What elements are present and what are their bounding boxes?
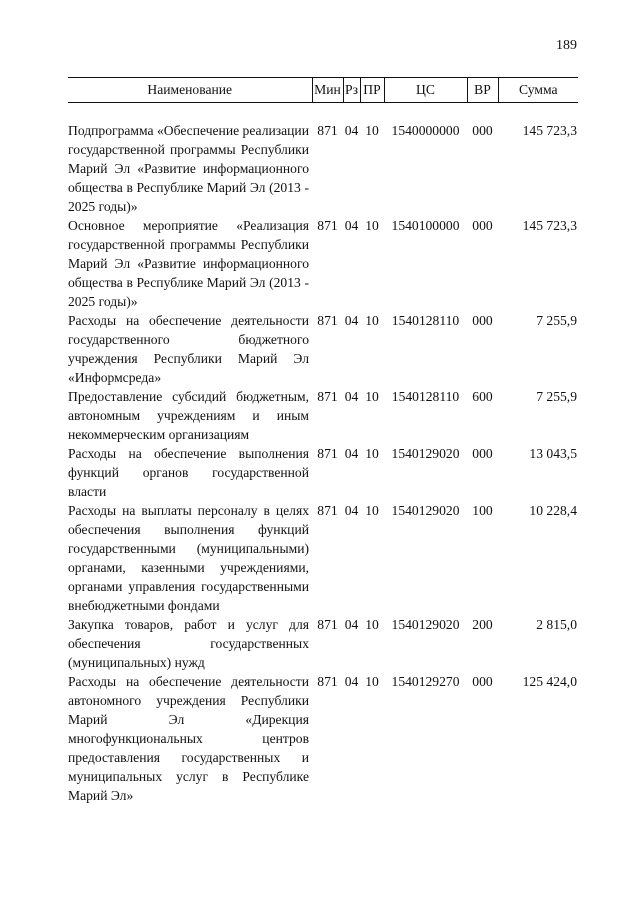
row-name: Предоставление субсидий бюджетным, автономным учреждениям и иным некоммерческим организациям: [68, 389, 309, 442]
header-min: Мин: [312, 78, 343, 103]
row-rz: 04: [344, 123, 359, 138]
row-cs: 1540129020: [391, 503, 460, 518]
row-pr: 10: [365, 389, 379, 404]
header-pr: ПР: [360, 78, 384, 103]
row-sum: 7 255,9: [536, 389, 577, 404]
row-cs: 1540000000: [391, 123, 460, 138]
row-min: 871: [317, 446, 338, 461]
row-name: Расходы на обеспечение выполнения функций органов государственной власти: [68, 446, 309, 499]
row-rz: 04: [344, 503, 359, 518]
row-sum: 145 723,3: [522, 218, 577, 233]
row-vr: 600: [472, 389, 493, 404]
row-sum: 10 228,4: [529, 503, 577, 518]
row-pr: 10: [365, 218, 379, 233]
row-pr: 10: [365, 617, 379, 632]
row-rz: 04: [344, 313, 359, 328]
row-min: 871: [317, 313, 338, 328]
row-name: Подпрограмма «Обеспечение реализации государственной программы Республики Марий Эл «Развитие информационного общества в Республике Марий Эл (2013 - 2025 годы)»: [68, 123, 309, 214]
row-name: Расходы на выплаты персоналу в целях обеспечения выполнения функций государственными (муниципальными) органами, казенными учреждениями, органами управления государственными внебюджетными фондами: [68, 503, 309, 613]
row-cs: 1540129020: [391, 617, 460, 632]
row-min: 871: [317, 503, 338, 518]
table-spacer: [68, 103, 578, 122]
row-vr: 100: [472, 503, 493, 518]
row-rz: 04: [344, 674, 359, 689]
row-name: Основное мероприятие «Реализация государственной программы Республики Марий Эл «Развитие информационного общества в Республике Марий Эл (2013 - 2025 годы)»: [68, 218, 309, 309]
row-sum: 125 424,0: [522, 674, 577, 689]
row-rz: 04: [344, 389, 359, 404]
row-cs: 1540128110: [391, 389, 460, 404]
table-header: [68, 78, 578, 103]
row-cs: 1540128110: [391, 313, 460, 328]
table-row: [68, 444, 578, 501]
row-name: Расходы на обеспечение деятельности автономного учреждения Республики Марий Эл «Дирекция многофункциональных центров предоставления государственных и муниципальных услуг в Республике Марий Эл»: [68, 674, 309, 803]
table-row: [68, 311, 578, 387]
header-sum: Сумма: [498, 78, 578, 103]
row-vr: 000: [472, 674, 493, 689]
row-rz: 04: [344, 617, 359, 632]
row-rz: 04: [344, 446, 359, 461]
table-row: [68, 672, 578, 805]
row-cs: 1540129020: [391, 446, 460, 461]
row-cs: 1540129270: [391, 674, 460, 689]
row-sum: 7 255,9: [536, 313, 577, 328]
row-sum: 145 723,3: [522, 123, 577, 138]
row-vr: 000: [472, 446, 493, 461]
row-name: Закупка товаров, работ и услуг для обеспечения государственных (муниципальных) нужд: [68, 617, 309, 670]
table-row: [68, 615, 578, 672]
row-pr: 10: [365, 674, 379, 689]
row-vr: 000: [472, 218, 493, 233]
row-sum: 13 043,5: [529, 446, 577, 461]
row-vr: 000: [472, 123, 493, 138]
row-pr: 10: [365, 503, 379, 518]
row-vr: 200: [472, 617, 493, 632]
row-sum: 2 815,0: [536, 617, 577, 632]
row-pr: 10: [365, 446, 379, 461]
header-vr: ВР: [467, 78, 498, 103]
header-name: Наименование: [68, 78, 312, 103]
table-row: [68, 121, 578, 216]
row-vr: 000: [472, 313, 493, 328]
row-min: 871: [317, 389, 338, 404]
row-min: 871: [317, 123, 338, 138]
row-min: 871: [317, 674, 338, 689]
row-name: Расходы на обеспечение деятельности государственного бюджетного учреждения Республики Марий Эл «Информсреда»: [68, 313, 309, 385]
row-min: 871: [317, 218, 338, 233]
table-row: [68, 501, 578, 615]
table-row: [68, 216, 578, 311]
budget-table: [68, 77, 578, 805]
header-rz: Рз: [343, 78, 360, 103]
row-pr: 10: [365, 313, 379, 328]
header-cs: ЦС: [384, 78, 467, 103]
row-cs: 1540100000: [391, 218, 460, 233]
page-number: 189: [556, 38, 577, 53]
row-pr: 10: [365, 123, 379, 138]
row-rz: 04: [344, 218, 359, 233]
table-row: [68, 387, 578, 444]
row-min: 871: [317, 617, 338, 632]
